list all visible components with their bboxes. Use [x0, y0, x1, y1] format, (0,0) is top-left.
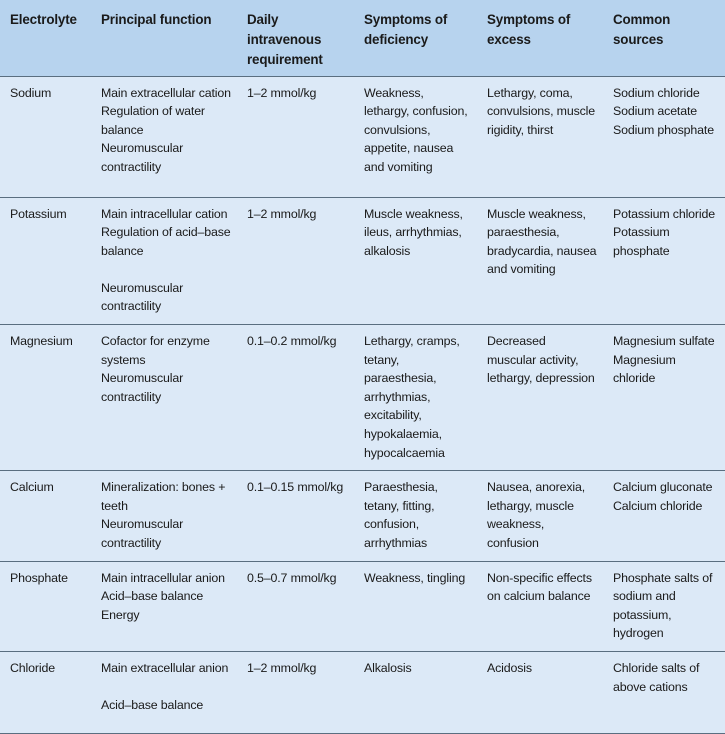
excess-symptoms: Non-specific effects on calcium balance [477, 561, 603, 651]
excess-symptoms: Muscle weakness, paraesthesia, bradycardia, nausea and vomiting [477, 197, 603, 325]
excess-symptoms: Decreased muscular activity, lethargy, depression [477, 325, 603, 471]
table-row [0, 325, 725, 471]
deficiency-symptoms: Paraesthesia, tetany, fitting, confusion, arrhythmias [354, 471, 477, 561]
common-sources [603, 76, 725, 197]
header-common-sources: Common sources [603, 0, 725, 76]
principal-function-line: Regulation of acid–base balance [101, 225, 234, 258]
header-deficiency-symptoms: Symptoms of deficiency [354, 0, 477, 76]
electrolyte-name: Magnesium [0, 325, 91, 471]
table-header [0, 0, 725, 76]
deficiency-symptoms: Muscle weakness, ileus, arrhythmias, alkalosis [354, 197, 477, 325]
electrolyte-name: Phosphate [0, 561, 91, 651]
principal-function-line: Neuromuscular contractility [101, 141, 187, 174]
principal-function [91, 197, 237, 325]
common-sources-line: Magnesium sulfate [613, 334, 715, 349]
daily-requirement: 0.1–0.15 mmol/kg [237, 471, 354, 561]
table-row [0, 76, 725, 197]
deficiency-symptoms: Alkalosis [354, 651, 477, 733]
common-sources [603, 325, 725, 471]
common-sources-line: Potassium chloride [613, 206, 715, 221]
header-excess-symptoms: Symptoms of excess [477, 0, 603, 76]
principal-function [91, 76, 237, 197]
common-sources [603, 197, 725, 325]
principal-function-line: Acid–base balance [101, 698, 204, 713]
deficiency-symptoms: Weakness, lethargy, confusion, convulsions, appetite, nausea and vomiting [354, 76, 477, 197]
header-principal-function: Principal function [91, 0, 237, 76]
electrolyte-name: Potassium [0, 197, 91, 325]
common-sources-line: Potassium phosphate [613, 225, 673, 258]
common-sources-line: Calcium gluconate [613, 480, 713, 495]
common-sources [603, 651, 725, 733]
principal-function-line: Main intracellular cation [101, 206, 228, 221]
principal-function [91, 561, 237, 651]
principal-function-line: Neuromuscular contractility [101, 280, 187, 314]
principal-function-line: Mineralization: bones + teeth [101, 480, 229, 513]
table-row [0, 561, 725, 651]
electrolyte-name: Sodium [0, 76, 91, 197]
deficiency-symptoms: Lethargy, cramps, tetany, paraesthesia, arrhythmias, excitability, hypokalaemia, hypocalcaemia [354, 325, 477, 471]
deficiency-symptoms: Weakness, tingling [354, 561, 477, 651]
excess-symptoms: Nausea, anorexia, lethargy, muscle weakness, confusion [477, 471, 603, 561]
daily-requirement: 1–2 mmol/kg [237, 76, 354, 197]
header-electrolyte: Electrolyte [0, 0, 91, 76]
principal-function-line: Main intracellular anion [101, 570, 225, 585]
principal-function [91, 651, 237, 733]
table-body [0, 76, 725, 733]
common-sources [603, 471, 725, 561]
daily-requirement: 1–2 mmol/kg [237, 197, 354, 325]
header-row [0, 0, 725, 76]
common-sources-line: Sodium acetate [613, 104, 697, 119]
common-sources-line: Phosphate salts of sodium and potassium, hydrogen [613, 570, 716, 641]
table-row [0, 651, 725, 733]
daily-requirement: 0.5–0.7 mmol/kg [237, 561, 354, 651]
common-sources-line: Sodium phosphate [613, 122, 714, 137]
common-sources [603, 561, 725, 651]
daily-requirement: 0.1–0.2 mmol/kg [237, 325, 354, 471]
table-row [0, 471, 725, 561]
principal-function [91, 325, 237, 471]
excess-symptoms: Acidosis [477, 651, 603, 733]
table-row [0, 197, 725, 325]
common-sources-line: Magnesium chloride [613, 352, 679, 386]
common-sources-line: Calcium chloride [613, 498, 703, 513]
common-sources-line: Chloride salts of above cations [613, 660, 703, 694]
principal-function [91, 471, 237, 561]
excess-symptoms: Lethargy, coma, convulsions, muscle rigidity, thirst [477, 76, 603, 197]
header-daily-requirement: Daily intravenous requirement [237, 0, 354, 76]
common-sources-line: Sodium chloride [613, 85, 700, 100]
electrolyte-name: Chloride [0, 651, 91, 733]
daily-requirement: 1–2 mmol/kg [237, 651, 354, 733]
principal-function-line: Main extracellular cation [101, 85, 231, 100]
principal-function-line: Energy [101, 607, 140, 622]
principal-function-line: Main extracellular anion [101, 660, 229, 675]
principal-function-line: Regulation of water balance [101, 104, 209, 137]
principal-function-line: Neuromuscular contractility [101, 517, 187, 550]
principal-function-line [101, 260, 231, 279]
principal-function-line: Neuromuscular contractility [101, 371, 187, 404]
electrolyte-name: Calcium [0, 471, 91, 561]
principal-function-line: Acid–base balance [101, 589, 204, 604]
principal-function-line: Cofactor for enzyme systems [101, 334, 214, 367]
principal-function-line [101, 678, 231, 697]
